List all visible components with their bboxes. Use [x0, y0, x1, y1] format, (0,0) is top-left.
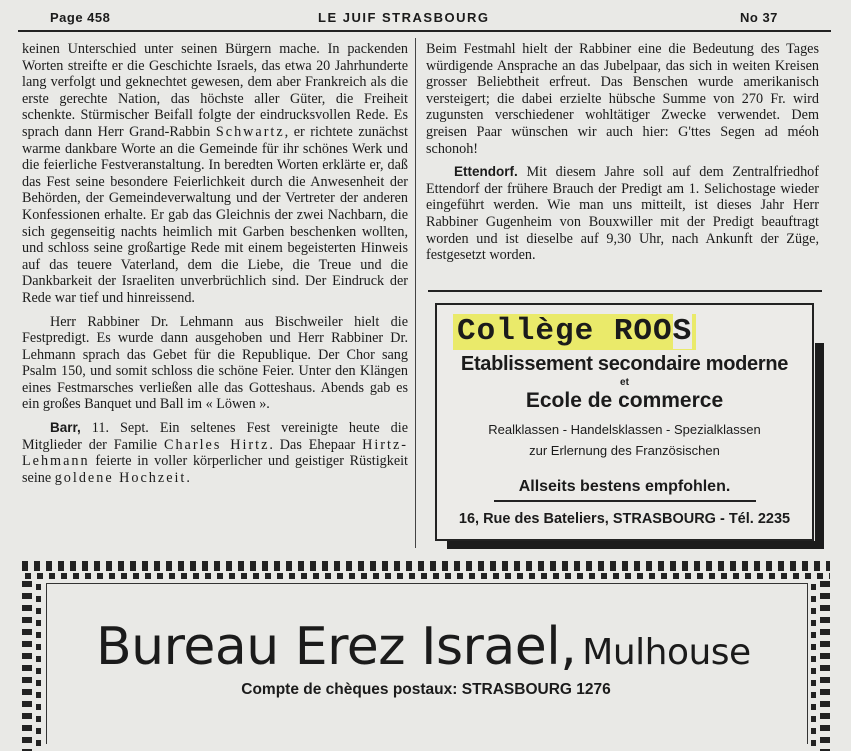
person-name: Schwartz	[215, 123, 285, 140]
column-divider	[415, 38, 416, 548]
person-name: Charles Hirtz	[164, 436, 270, 453]
bureau-name: Bureau Erez Israel,	[96, 617, 577, 677]
ad-title-tail: S	[672, 314, 693, 349]
bureau-city: Mulhouse	[582, 632, 751, 673]
ad-line: Ecole de commerce	[525, 389, 724, 412]
ad-title	[453, 314, 696, 350]
decorative-border	[811, 581, 816, 751]
ad-line: Allseits bestens empfohlen.	[518, 478, 731, 495]
ad-underline	[494, 500, 756, 502]
decorative-border	[820, 581, 830, 751]
ad-address: 16, Rue des Bateliers, STRASBOURG - Tél. 2235	[458, 511, 791, 527]
ad-shadow	[447, 541, 824, 549]
news-item-barr	[22, 420, 408, 486]
ad-line: zur Erlernung des Französischen	[529, 443, 720, 458]
ad-shadow	[815, 343, 824, 548]
article-paragraph: Beim Festmahl hielt der Rabbiner eine die Bedeutung des Tages würdigende Ansprache an das Jubelpaar, das sich in weiten Kreisen grosser Beliebtheit erfreut. Das Benschen wurde amerikanisch versteigert; die dabei erzielte hübsche Summe von 270 Fr. wird zugunsten verschiedener wohltätiger Zwecke verwendet. Dem greisen Paar wünschen wir auch hier: G'ttes Segen ad méoh schonoh!	[426, 41, 819, 157]
bureau-account: Compte de chèques postaux: STRASBOURG 1276	[241, 681, 611, 698]
header-rule	[18, 30, 831, 32]
section-rule	[428, 290, 822, 292]
issue-number: No 37	[740, 10, 778, 25]
decorative-border	[22, 573, 830, 579]
college-advertisement	[435, 303, 814, 541]
page-header	[0, 8, 851, 28]
paragraph-text: , er richtete zunächst warme dankbare Worte an die Gemeinde für ihr schönes Werk und die feierliche Festveranstaltung. In beredten Worten erklärte er, daß das Fest seine besondere Feierlichkeit durch die Anwesenheit der Behörden, der Gemeindeverwaltung und der Vertreter der anderen Konfessionen erhalte. Er gab das Gleichnis der zwei Nachbarn, die sich gegenseitig nachts heimlich mit Garben beschenken wollten, und schloss seine großartige Rede mit einem begeisterten Hinweis auf das teuere Vaterland, dem die Liebe, die Treue und die Dankbarkeit der Israeliten unverbrüchlich sind. Der Eindruck der Rede war tief und hinreissend.	[22, 123, 408, 306]
paragraph-text: 11. Sept. Ein seltenes Fest vereinigte heute die Mitglieder der Familie	[22, 420, 408, 453]
bureau-advertisement	[22, 561, 830, 741]
ad-line: Etablissement secondaire moderne	[460, 353, 789, 375]
paragraph-text: feierte in voller körperlicher und geistiger Rüstigkeit seine	[22, 453, 408, 486]
decorative-border	[22, 581, 32, 751]
place-name: Ettendorf.	[454, 164, 518, 180]
paragraph-text: . Das Ehepaar	[269, 436, 356, 453]
emphasis: goldene Hochzeit	[54, 469, 187, 486]
paragraph-text: Mit diesem Jahre soll auf dem Zentralfriedhof Ettendorf der frühere Brauch der Predigt am 1. Selichostage wieder eingeführt werden. Wie man uns mitteilt, ist dieses Jahr Herr Rabbiner Gugenheim von Bouxwiller mit der Predigt beauftragt worden und ist dieselbe auf 9,30 Uhr, nach Ankunft der Züge, festgesetzt worden.	[426, 164, 819, 264]
paragraph-text: keinen Unterschied unter seinen Bürgern mache. In packenden Worten streifte er die Geschichte Israels, das etwa 20 Jahrhunderte lang verfolgt und geknechtet gewesen, dem aber Frankreich als die erste gerechte Nation, das höchste aller Güter, die Freiheit schenkte. Stürmischer Beifall folgte der eindrucksvollen Rede. Es sprach dann Herr Grand-Rabbin	[22, 41, 408, 140]
decorative-border	[22, 561, 830, 571]
person-name: Hirtz-Lehmann	[22, 436, 408, 470]
bureau-title	[96, 617, 751, 683]
right-column	[426, 41, 819, 264]
place-name: Barr,	[50, 420, 81, 436]
news-item-ettendorf	[426, 164, 819, 264]
left-column	[22, 41, 408, 486]
ad-line: Realklassen - Handelsklassen - Spezialklassen	[488, 422, 761, 437]
paragraph-text: .	[186, 469, 190, 486]
newspaper-title: LE JUIF STRASBOURG	[318, 10, 490, 25]
ad-title-highlighted: Collège ROO	[457, 314, 673, 349]
page-number: Page 458	[50, 10, 111, 25]
decorative-border	[36, 581, 41, 751]
article-paragraph	[22, 41, 408, 307]
article-paragraph: Herr Rabbiner Dr. Lehmann aus Bischweiler hielt die Festpredigt. Es wurde dann ausgehoben und Herr Rabbiner Dr. Lehmann sprach das Gebet für die Republique. Der Chor sang Psalm 150, und somit schloss die schöne Feier. Unter den Klängen eines Festmarsches verließen alle das Gotteshaus. Abends gab es ein großes Banquet und Ball im « Löwen ».	[22, 313, 408, 413]
ad-line: et	[620, 377, 629, 388]
